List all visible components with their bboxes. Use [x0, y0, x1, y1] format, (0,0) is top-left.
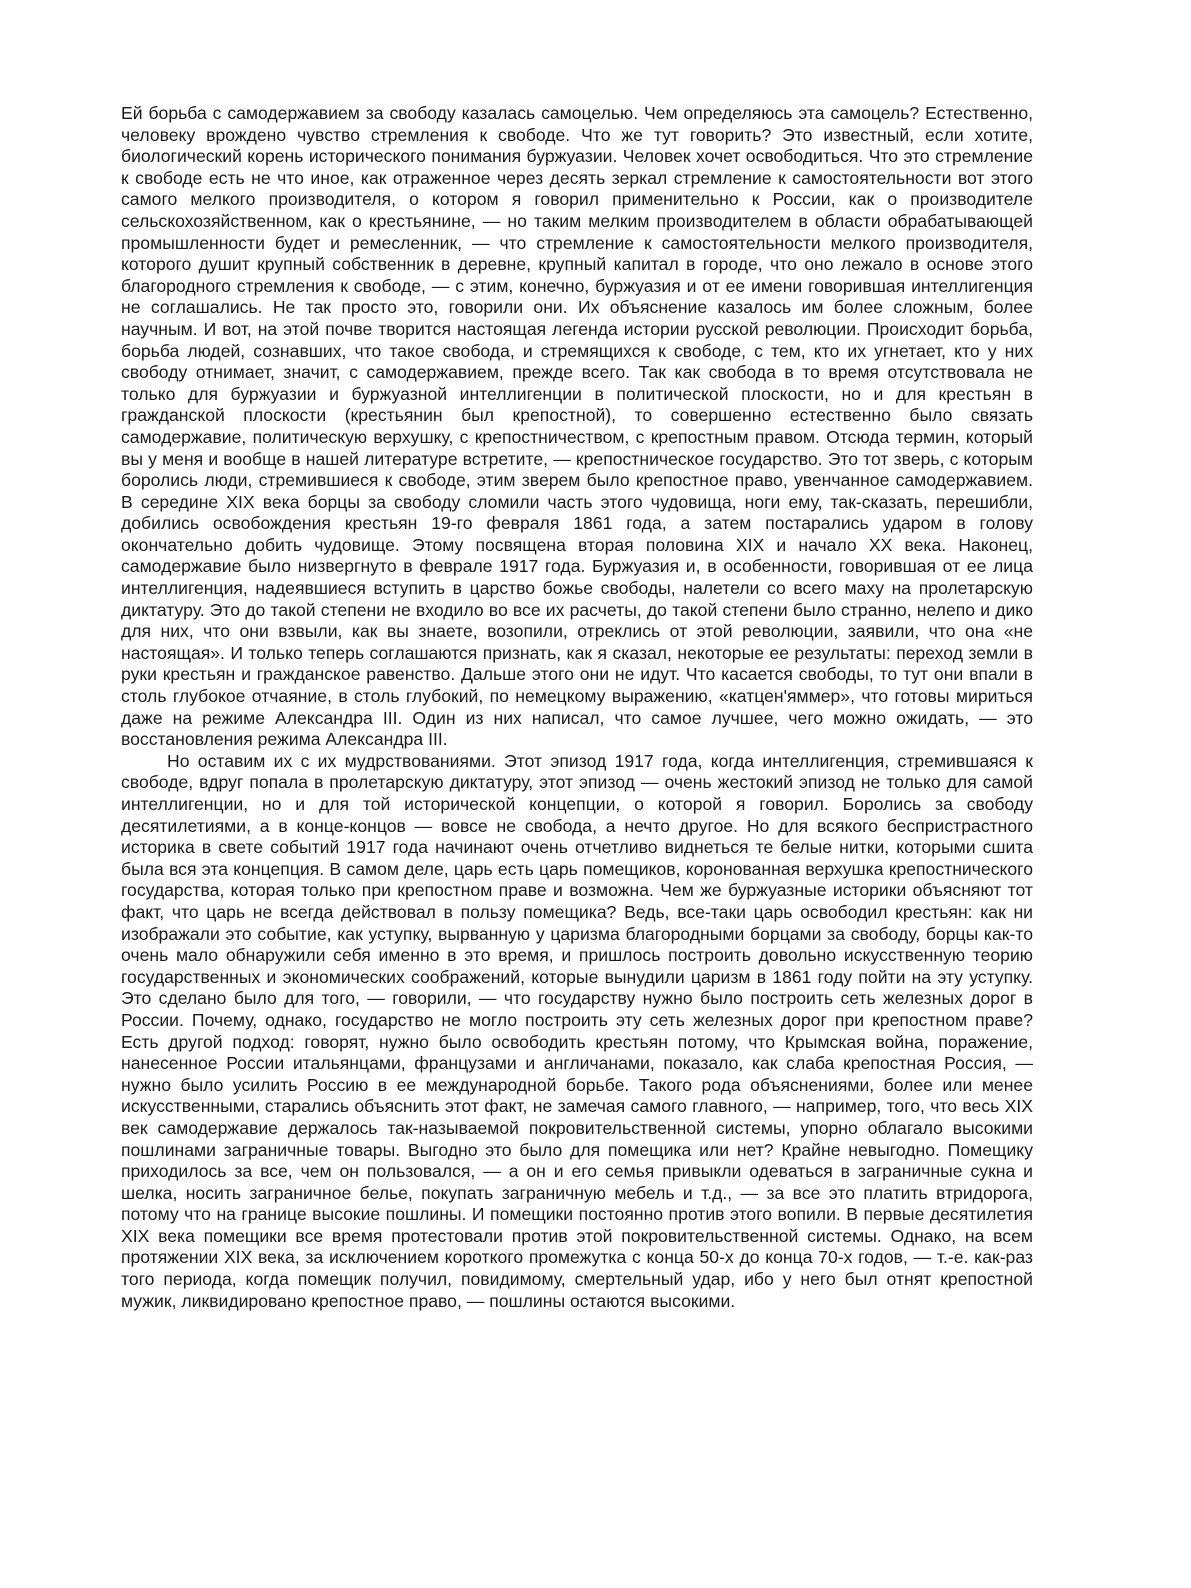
paragraph-2: Но оставим их с их мудрствованиями. Этот эпизод 1917 года, когда интеллигенция, стремившаяся к свободе, вдруг попала в пролетарскую диктатуру, этот эпизод — очень жестокий эпизод не только для самой интеллигенции, но и для той исторической концепции, о которой я говорил. Боролись за свободу десятилетиями, а в конце-концов — вовсе не свобода, а нечто другое. Но для всякого беспристрастного историка в свете событий 1917 года начинают очень отчетливо виднеться те белые нитки, которыми сшита была вся эта концепция. В самом деле, царь есть царь помещиков, коронованная верхушка крепостнического государства, которая только при крепостном праве и возможна. Чем же буржуазные историки объясняют тот факт, что царь не всегда действовал в пользу помещика? Ведь, все-таки царь освободил крестьян: как ни изображали это событие, как уступку, вырванную у царизма благородными борцами за свободу, борцы как-то очень мало обнаружили себя именно в это время, и пришлось построить довольно искусственную теорию государственных и экономических соображений, которые вынудили царизм в 1861 году пойти на эту уступку. Это сделано было для того, — говорили, — что государству нужно было построить сеть железных дорог в России. Почему, однако, государство не могло построить эту сеть железных дорог при крепостном праве? Есть другой подход: говорят, нужно было освободить крестьян потому, что Крымская война, поражение, нанесенное России итальянцами, французами и англичанами, показало, как слаба крепостная Россия, — нужно было усилить Россию в ее международной борьбе. Такого рода объяснениями, более или менее искусственными, старались объяснить этот факт, не замечая самого главного, — например, того, что весь XIX век самодержавие держалось так-называемой покровительственной системы, упорно облагало высокими пошлинами заграничные товары. Выгодно это было для помещика или нет? Крайне невыгодно. Помещику приходилось за все, чем он пользовался, — а он и его семья привыкли одеваться в заграничные сукна и шелка, носить заграничное белье, покупать заграничную мебель и т.д., — за все это платить втридорога, потому что на границе высокие пошлины. И помещики постоянно против этого вопили. В первые десятилетия XIX века помещики все время протестовали против этой покровительственной системы. Однако, на всем протяжении XIX века, за исключением короткого промежутка с конца 50-х до конца 70-х годов, — т.-е. как-раз того периода, когда помещик получил, повидимому, смертельный удар, ибо у него был отнят крепостной мужик, ликвидировано крепостное право, — пошлины остаются высокими. [121, 750, 1033, 1311]
paragraph-1: Ей борьба с самодержавием за свободу казалась самоцелью. Чем определяюсь эта самоцель? Естественно, человеку врождено чувство стремления к свободе. Что же тут говорить? Это известный, если хотите, биологический корень исторического понимания буржуазии. Человек хочет освободиться. Что это стремление к свободе есть не что иное, как отраженное через десять зеркал стремление к самостоятельности вот этого самого мелкого производителя, о котором я говорил применительно к России, как о производителе сельскохозяйственном, как о крестьянине, — но таким мелким производителем в области обрабатывающей промышленности будет и ремесленник, — что стремление к самостоятельности мелкого производителя, которого душит крупный собственник в деревне, крупный капитал в городе, что оно лежало в основе этого благородного стремления к свободе, — с этим, конечно, буржуазия и от ее имени говорившая интеллигенция не соглашались. Не так просто это, говорили они. Их объяснение казалось им более сложным, более научным. И вот, на этой почве творится настоящая легенда истории русской революции. Происходит борьба, борьба людей, сознавших, что такое свобода, и стремящихся к свободе, с тем, кто их угнетает, кто у них свободу отнимает, значит, с самодержавием, прежде всего. Так как свобода в то время отсутствовала не только для буржуазии и буржуазной интеллигенции в политической плоскости, но и для крестьян в гражданской плоскости (крестьянин был крепостной), то совершенно естественно было связать самодержавие, политическую верхушку, с крепостничеством, с крепостным правом. Отсюда термин, который вы у меня и вообще в нашей литературе встретите, — крепостническое государство. Это тот зверь, с которым боролись люди, стремившиеся к свободе, этим зверем было крепостное право, увенчанное самодержавием. В середине XIX века борцы за свободу сломили часть этого чудовища, ноги ему, так-сказать, перешибли, добились освобождения крестьян 19-го февраля 1861 года, а затем постарались ударом в голову окончательно добить чудовище. Этому посвящена вторая половина XIX и начало XX века. Наконец, самодержавие было низвергнуто в феврале 1917 года. Буржуазия и, в особенности, говорившая от ее лица интеллигенция, надеявшиеся вступить в царство божье свободы, налетели со всего маху на пролетарскую диктатуру. Это до такой степени не входило во все их расчеты, до такой степени было странно, нелепо и дико для них, что они взвыли, как вы знаете, возопили, отреклись от этой революции, заявили, что она «не настоящая». И только теперь соглашаются признать, как я сказал, некоторые ее результаты: переход земли в руки крестьян и гражданское равенство. Дальше этого они не идут. Что касается свободы, то тут они впали в столь глубокое отчаяние, в столь глубокий, по немецкому выражению, «катцен'яммер», что готовы мириться даже на режиме Александра III. Один из них написал, что самое лучшее, чего можно ожидать, — это восстановления режима Александра III. [121, 103, 1033, 750]
text-body [121, 103, 1033, 1312]
